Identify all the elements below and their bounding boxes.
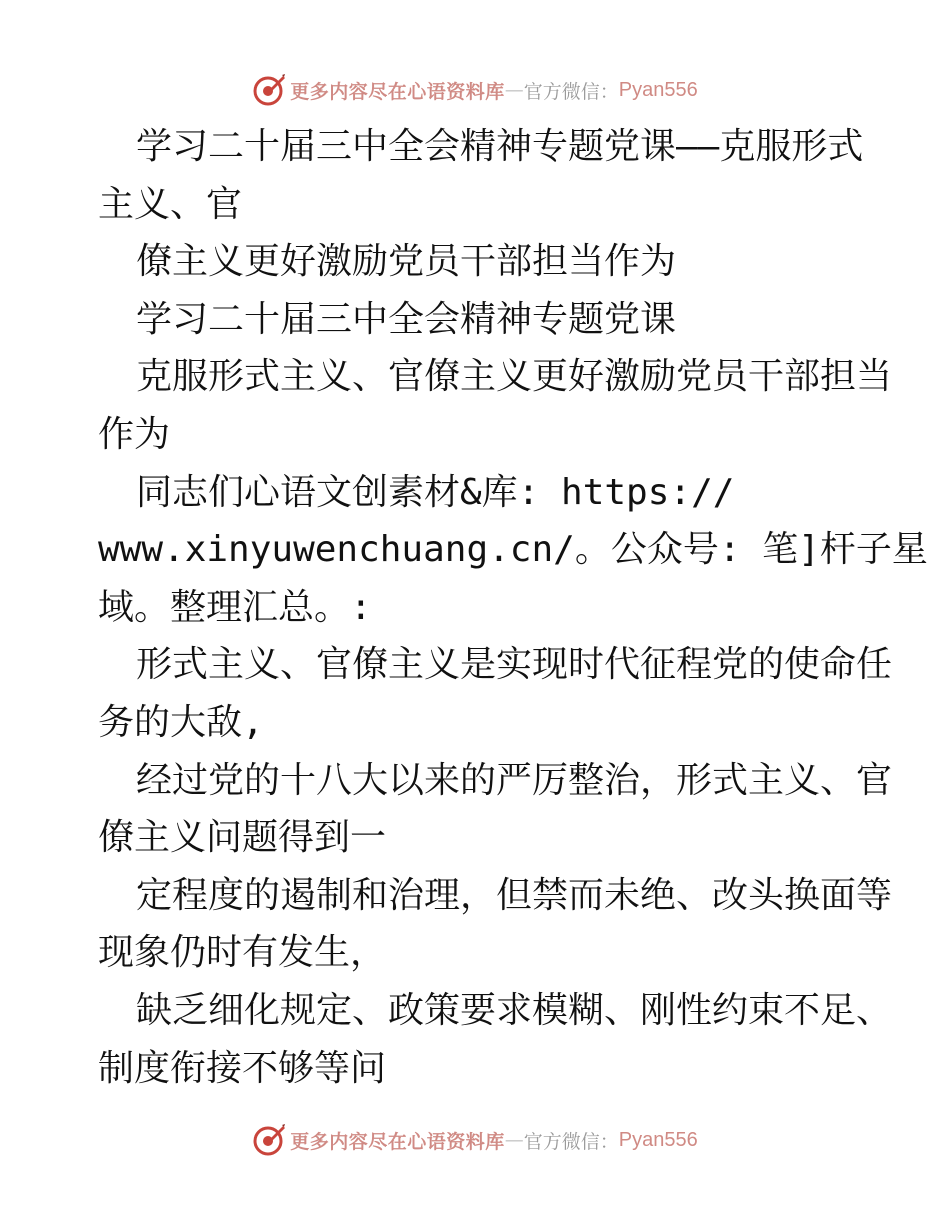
banner-main-text: 更多内容尽在心语资料库: [290, 80, 505, 103]
text-line: 制度衔接不够等问: [98, 1047, 387, 1089]
text-line: 同志们心语文创素材&库: https://: [136, 471, 735, 513]
text-line: 作为: [98, 413, 171, 455]
pen-logo-icon: [252, 1123, 286, 1157]
banner-official-label: 官方微信：: [523, 80, 619, 103]
text-line: 僚主义问题得到一: [98, 817, 387, 859]
text-line: 定程度的遏制和治理，但禁而未绝、改头换面等: [136, 874, 893, 916]
header-banner: [0, 70, 950, 110]
text-line: 域。整理汇总。:: [98, 586, 372, 628]
text-line: 现象仍时有发生，: [98, 932, 387, 974]
banner-main-text: 更多内容尽在心语资料库: [290, 1130, 505, 1153]
text-line: 主义、官: [98, 183, 243, 225]
banner-separator: —: [504, 1129, 524, 1151]
text-line: 形式主义、官僚主义是实现时代征程党的使命任: [136, 644, 893, 686]
banner-separator: —: [504, 79, 524, 101]
text-line: 克服形式主义、官僚主义更好激励党员干部担当: [136, 356, 893, 398]
text-line: 务的大敌,: [98, 701, 264, 743]
banner-official-label: 官方微信：: [523, 1130, 619, 1153]
footer-banner: [0, 1120, 950, 1160]
text-line: 学习二十届三中全会精神专题党课——克服形式: [136, 126, 864, 167]
document-body: [98, 118, 928, 1097]
text-line: www.xinyuwenchuang.cn/。公众号: 笔]杆子星: [98, 529, 928, 571]
text-line: 僚主义更好激励党员干部担当作为: [136, 241, 677, 283]
text-line: 学习二十届三中全会精神专题党课: [136, 298, 677, 340]
text-line: 缺乏细化规定、政策要求模糊、刚性约束不足、: [136, 989, 893, 1031]
banner-account-id: Pyan556: [618, 78, 698, 101]
pen-logo-icon: [252, 73, 286, 107]
banner-account-id: Pyan556: [618, 1128, 698, 1151]
text-line: 经过党的十八大以来的严厉整治，形式主义、官: [136, 759, 893, 801]
